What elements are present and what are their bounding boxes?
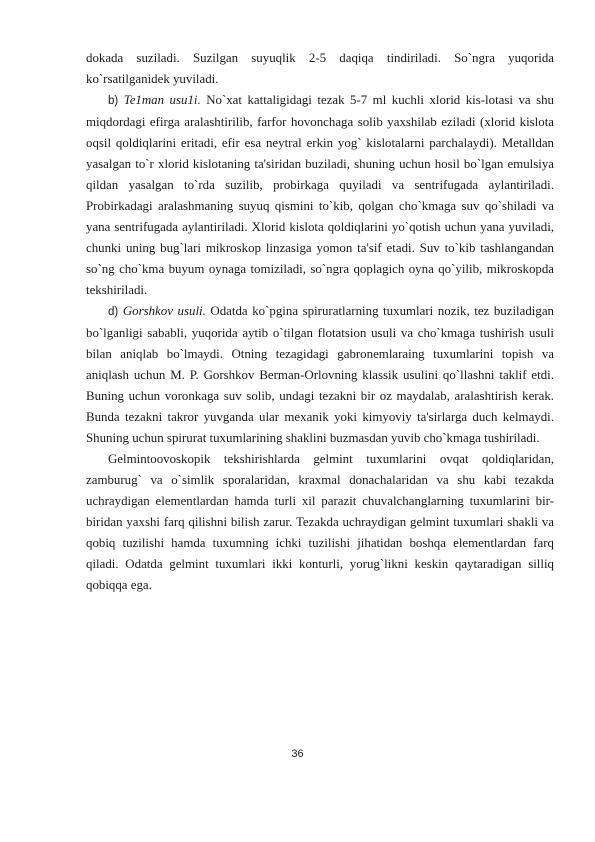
item-label-b: b) [108,95,119,107]
page-number: 36 [291,748,304,760]
paragraph-helminthoovoscopy: Gelmintoovoskopik tekshirishlarda gelmint tuxumlarini ovqat qoldiqlaridan, zamburug` va o`simlik sporalaridan, kraxmal donachalaridan va shu kabi tezakda uchraydigan elementlardan hamda turli xil parazit chuvalchanglarning tuxumlarini bir-biridan yaxshi farq qilishni bilish zarur. Tezakda uchraydigan gelmint tuxumlari shakli va qobiq tuzilishi hamda tuxumning ichki tuzilishi jihatidan boshqa elementlardan farq qiladi. Odatda gelmint tuxumlari ikki konturli, yorug`likni keskin qaytaradigan silliq qobiqqa ega. [86,452,554,592]
paragraph-continuation: dokada suziladi. Suzilgan suyuqlik 2-5 daqiqa tindiriladi. So`ngra yuqorida ko`rsatilganidek yuviladi. [86,51,554,86]
method-title-telman: Te1man usu1i. [123,93,201,107]
item-label-d: d) [108,306,119,318]
method-text-gorshkov: Odatda ko`pgina spiruratlarning tuxumlari nozik, tez buziladigan bo`lganligi sababli, yuqorida aytib o`tilgan flotatsion usuli va cho`kmaga tushirish usuli bilan aniqlab bo`lmaydi. Otning tezagidagi gabronemlaraing tuxumlarini topish va aniqlash uchun M. P. Gorshkov Berman-Orlovning klassik usulini qo`llashni taklif etdi. Buning uchun voronkaga suv solib, undagi tezakni bir oz maydalab, aralashtirish kerak. Bunda tezakni takror yuvganda ular mexanik yoki kimyoviy ta'sirlarga duch kelmaydi. Shuning uchun spirurat tuxumlarining shaklini buzmasdan yuvib cho`kmaga tushiriladi. [86,304,554,445]
method-text-telman: No`xat kattaligidagi tezak 5-7 ml kuchli xlorid kis-lotasi va shu miqdordagi efirga aralashtirilib, farfor hovonchaga solib yaxshilab eziladi (xlorid kislota oqsil qoldiqlarini eritadi, efir esa neytral erkin yog` kislotalarni parchalaydi). Metalldan yasalgan to`r xlorid kislotaning ta'siridan buziladi, shuning uchun hosil bo`lgan emulsiya qildan yasalgan to`rda suzilib, probirkaga quyiladi va sentrifugada aylantiriladi. Probirkadagi aralashmaning suyuq qismini to`kib, qolgan cho`kmaga suv qo`shiladi va yana sentrifugada aylantiriladi. Xlorid kislota qoldiqlarini yo`qotish uchun yana yuviladi, chunki uning bug`lari mikroskop linzasiga yomon ta'sif etadi. Suv to`kib tashlangandan so`ng cho`kma buyum oynaga tomiziladi, so`ngra qoplagich oyna qo`yilib, mikroskopda tekshiriladi. [86,93,554,297]
paragraph-gorshkov-method [86,301,554,449]
page-body [86,48,554,596]
method-title-gorshkov: Gorshkov usuli. [122,304,206,318]
paragraph-telman-method [86,90,554,301]
